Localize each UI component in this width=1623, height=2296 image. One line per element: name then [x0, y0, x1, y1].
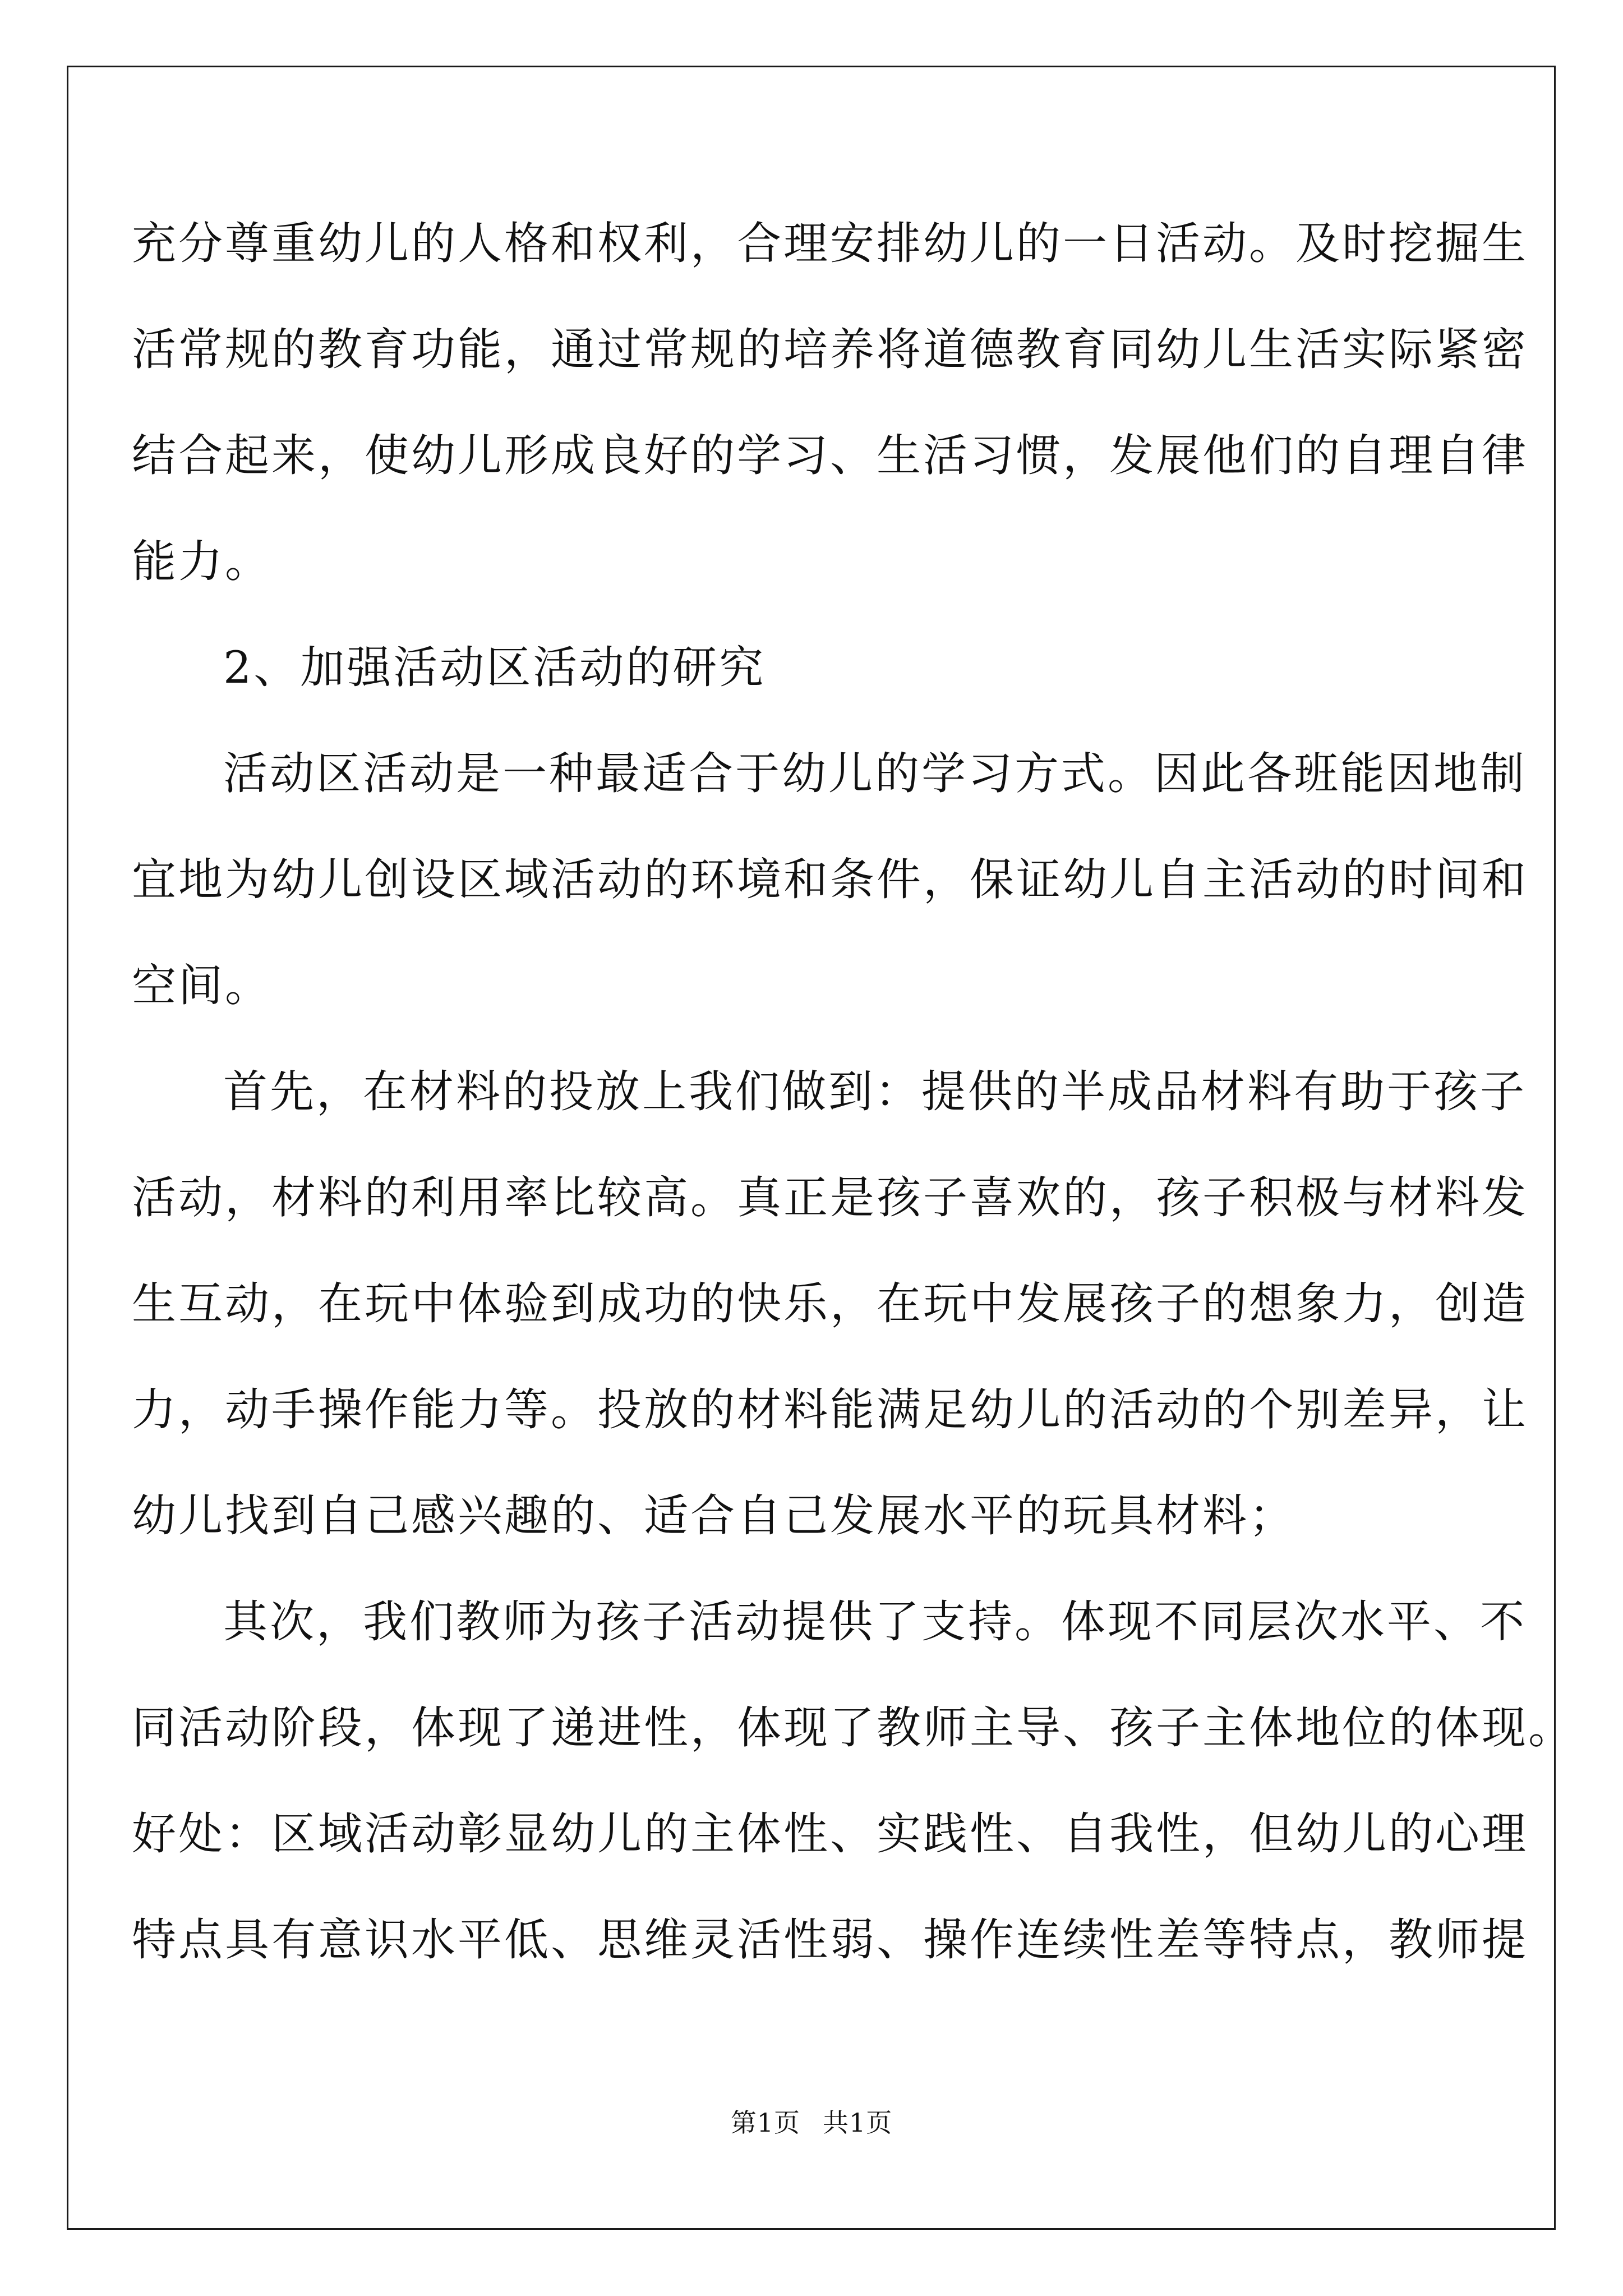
page-footer	[0, 2102, 1623, 2139]
text-line: 能力。	[132, 536, 271, 587]
text-line: 首先，在材料的投放上我们做到：提供的半成品材料有助于孩子	[223, 1066, 1527, 1117]
text-line: 活动，材料的利用率比较高。真正是孩子喜欢的，孩子积极与材料发	[132, 1172, 1528, 1223]
page-number: 第1页	[730, 2108, 800, 2138]
text-line: 幼儿找到自己感兴趣的、适合自己发展水平的玩具材料；	[132, 1490, 1295, 1542]
text-line: 同活动阶段，体现了递进性，体现了教师主导、孩子主体地位的体现。	[132, 1702, 1575, 1754]
text-line: 活常规的教育功能，通过常规的培养将道德教育同幼儿生活实际紧密	[132, 324, 1528, 375]
text-line: 宜地为幼儿创设区域活动的环境和条件，保证幼儿自主活动的时间和	[132, 854, 1528, 905]
text-line: 力，动手操作能力等。投放的材料能满足幼儿的活动的个别差异，让	[132, 1384, 1528, 1435]
text-line: 其次，我们教师为孩子活动提供了支持。体现不同层次水平、不	[223, 1596, 1527, 1648]
text-line: 生互动，在玩中体验到成功的快乐，在玩中发展孩子的想象力，创造	[132, 1278, 1528, 1329]
text-line: 活动区活动是一种最适合于幼儿的学习方式。因此各班能因地制	[223, 748, 1527, 799]
text-line: 结合起来，使幼儿形成良好的学习、生活习惯，发展他们的自理自律	[132, 430, 1528, 481]
text-line: 特点具有意识水平低、思维灵活性弱、操作连续性差等特点，教师提	[132, 1914, 1528, 1966]
text-line: 充分尊重幼儿的人格和权利，合理安排幼儿的一日活动。及时挖掘生	[132, 218, 1528, 269]
text-line: 好处：区域活动彰显幼儿的主体性、实践性、自我性，但幼儿的心理	[132, 1808, 1528, 1860]
page-total: 共1页	[823, 2108, 893, 2138]
section-heading: 2、加强活动区活动的研究	[223, 642, 766, 693]
document-body	[132, 191, 1575, 1993]
text-line: 空间。	[132, 960, 271, 1011]
